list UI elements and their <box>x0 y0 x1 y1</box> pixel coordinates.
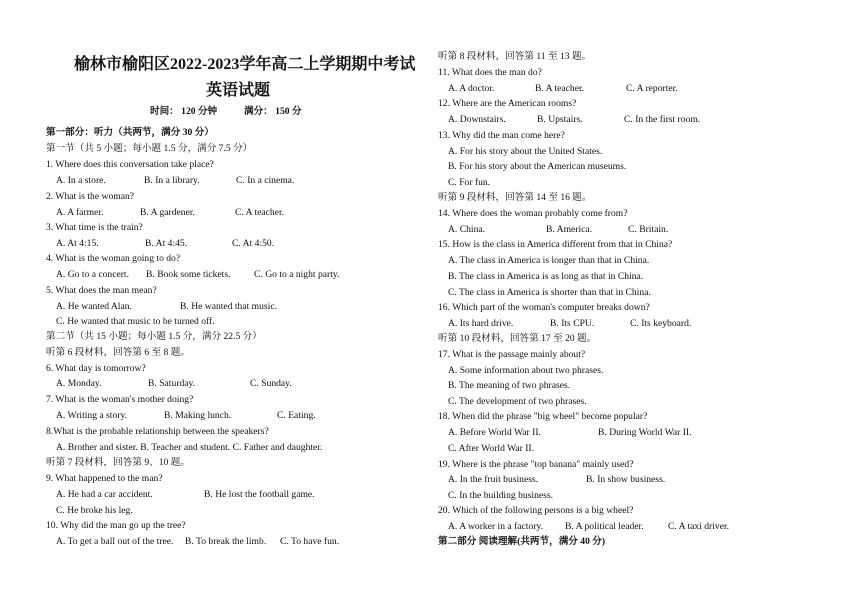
material-9-heading: 听第 9 段材料，回答第 14 至 16 题。 <box>438 192 592 203</box>
q1-option-a: A. In a store. <box>56 175 106 186</box>
q20-option-c: C. A taxi driver. <box>668 521 730 532</box>
q14-option-b: B. America. <box>546 224 593 235</box>
q18-option-a: A. Before World War II. <box>448 427 541 438</box>
q12-option-b: B. Upstairs. <box>537 114 583 125</box>
question-12: 12. Where are the American rooms? <box>438 98 577 109</box>
q3-option-a: A. At 4:15. <box>56 238 99 249</box>
q7-option-b: B. Making lunch. <box>164 410 232 421</box>
q6-option-c: C. Sunday. <box>250 378 292 389</box>
q13-option-b: B. For his story about the American museums. <box>448 161 627 172</box>
question-4: 4. What is the woman going to do? <box>46 253 181 264</box>
exam-subtitle: 英语试题 <box>206 82 271 99</box>
material-7-heading: 听第 7 段材料，回答第 9、10 题。 <box>46 457 190 468</box>
q14-option-a: A. China. <box>448 224 486 235</box>
q17-option-c: C. The development of two phrases. <box>448 396 587 407</box>
q7-option-c: C. Eating. <box>277 410 316 421</box>
question-11: 11. What does the man do? <box>438 67 542 78</box>
q3-option-c: C. At 4:50. <box>232 238 275 249</box>
question-7: 7. What is the woman's mother doing? <box>46 394 194 405</box>
q10-option-c: C. To have fun. <box>280 536 340 547</box>
q15-option-c: C. The class in America is shorter than that in China. <box>448 287 651 298</box>
exam-title: 榆林市榆阳区2022-2023学年高二上学期期中考试 <box>74 56 416 73</box>
question-16: 16. Which part of the woman's computer breaks down? <box>438 302 650 313</box>
question-17: 17. What is the passage mainly about? <box>438 349 586 360</box>
question-15: 15. How is the class in America different from that in China? <box>438 239 673 250</box>
q9-option-b: B. He lost the football game. <box>204 489 315 500</box>
question-5: 5. What does the man mean? <box>46 285 157 296</box>
question-14: 14. Where does the woman probably come from? <box>438 208 628 219</box>
section1-heading: 第一节（共 5 小题；每小题 1.5 分，满分 7.5 分） <box>46 143 253 154</box>
q4-option-a: A. Go to a concert. <box>56 269 129 280</box>
question-19: 19. Where is the phrase "top banana" mainly used? <box>438 459 634 470</box>
q8-options: A. Brother and sister. B. Teacher and student. C. Father and daughter. <box>56 442 323 453</box>
q1-option-b: B. In a library. <box>144 175 200 186</box>
q16-option-b: B. Its CPU. <box>550 318 595 329</box>
q16-option-a: A. Its hard drive. <box>448 318 514 329</box>
question-10: 10. Why did the man go up the tree? <box>46 520 186 531</box>
q2-option-a: A. A farmer. <box>56 207 104 218</box>
q17-option-b: B. The meaning of two phrases. <box>448 380 571 391</box>
question-9: 9. What happened to the man? <box>46 473 163 484</box>
q9-option-a: A. He had a car accident. <box>56 489 153 500</box>
q3-option-b: B. At 4:45. <box>145 238 188 249</box>
q4-option-b: B. Book some tickets. <box>146 269 231 280</box>
q10-option-b: B. To break the limb. <box>185 536 267 547</box>
q11-option-c: C. A reporter. <box>626 83 678 94</box>
q12-option-c: C. In the first room. <box>624 114 701 125</box>
q12-option-a: A. Downstairs. <box>448 114 506 125</box>
question-20: 20. Which of the following persons is a big wheel? <box>438 505 634 516</box>
q11-option-a: A. A doctor. <box>448 83 495 94</box>
question-18: 18. When did the phrase "big wheel" become popular? <box>438 411 648 422</box>
question-13: 13. Why did the man come here? <box>438 130 565 141</box>
q14-option-c: C. Britain. <box>628 224 669 235</box>
q6-option-a: A. Monday. <box>56 378 102 389</box>
material-6-heading: 听第 6 段材料，回答第 6 至 8 题。 <box>46 347 190 358</box>
q2-option-b: B. A gardener. <box>140 207 195 218</box>
q7-option-a: A. Writing a story. <box>56 410 128 421</box>
q10-option-a: A. To get a ball out of the tree. <box>56 536 174 547</box>
question-3: 3. What time is the train? <box>46 222 143 233</box>
q20-option-b: B. A political leader. <box>565 521 644 532</box>
part2-heading: 第二部分 阅读理解(共两节，满分 40 分) <box>438 536 606 547</box>
q5-option-a: A. He wanted Alan. <box>56 301 132 312</box>
q5-option-c: C. He wanted that music to be turned off. <box>56 316 215 327</box>
q18-option-b: B. During World War II. <box>598 427 692 438</box>
material-10-heading: 听第 10 段材料，回答第 17 至 20 题。 <box>438 333 597 344</box>
question-6: 6. What day is tomorrow? <box>46 363 146 374</box>
q9-option-c: C. He broke his leg. <box>56 505 133 516</box>
q2-option-c: C. A teacher. <box>235 207 285 218</box>
q11-option-b: B. A teacher. <box>535 83 585 94</box>
q4-option-c: C. Go to a night party. <box>254 269 340 280</box>
q13-option-c: C. For fun. <box>448 177 491 188</box>
q15-option-b: B. The class in America is as long as that in China. <box>448 271 644 282</box>
time-label: 时间： 120 分钟 <box>150 106 218 117</box>
q15-option-a: A. The class in America is longer than that in China. <box>448 255 650 266</box>
q13-option-a: A. For his story about the United States. <box>448 146 603 157</box>
q19-option-a: A. In the fruit business. <box>448 474 539 485</box>
section2-heading: 第二节（共 15 小题；每小题 1.5 分，满分 22.5 分） <box>46 331 262 342</box>
q19-option-c: C. In the building business. <box>448 490 553 501</box>
material-8-heading: 听第 8 段材料，回答第 11 至 13 题。 <box>438 51 592 62</box>
question-8: 8.What is the probable relationship between the speakers? <box>46 426 269 437</box>
q19-option-b: B. In show business. <box>586 474 666 485</box>
question-1: 1. Where does this conversation take place? <box>46 159 214 170</box>
q20-option-a: A. A worker in a factory. <box>448 521 544 532</box>
part1-heading: 第一部分：听力（共两节，满分 30 分） <box>46 127 214 138</box>
q5-option-b: B. He wanted that music. <box>180 301 277 312</box>
q1-option-c: C. In a cinema. <box>236 175 295 186</box>
score-label: 满分： 150 分 <box>244 106 302 117</box>
q18-option-c: C. After World War II. <box>448 443 535 454</box>
question-2: 2. What is the woman? <box>46 191 135 202</box>
q16-option-c: C. Its keyboard. <box>630 318 692 329</box>
q6-option-b: B. Saturday. <box>148 378 196 389</box>
q17-option-a: A. Some information about two phrases. <box>448 365 604 376</box>
